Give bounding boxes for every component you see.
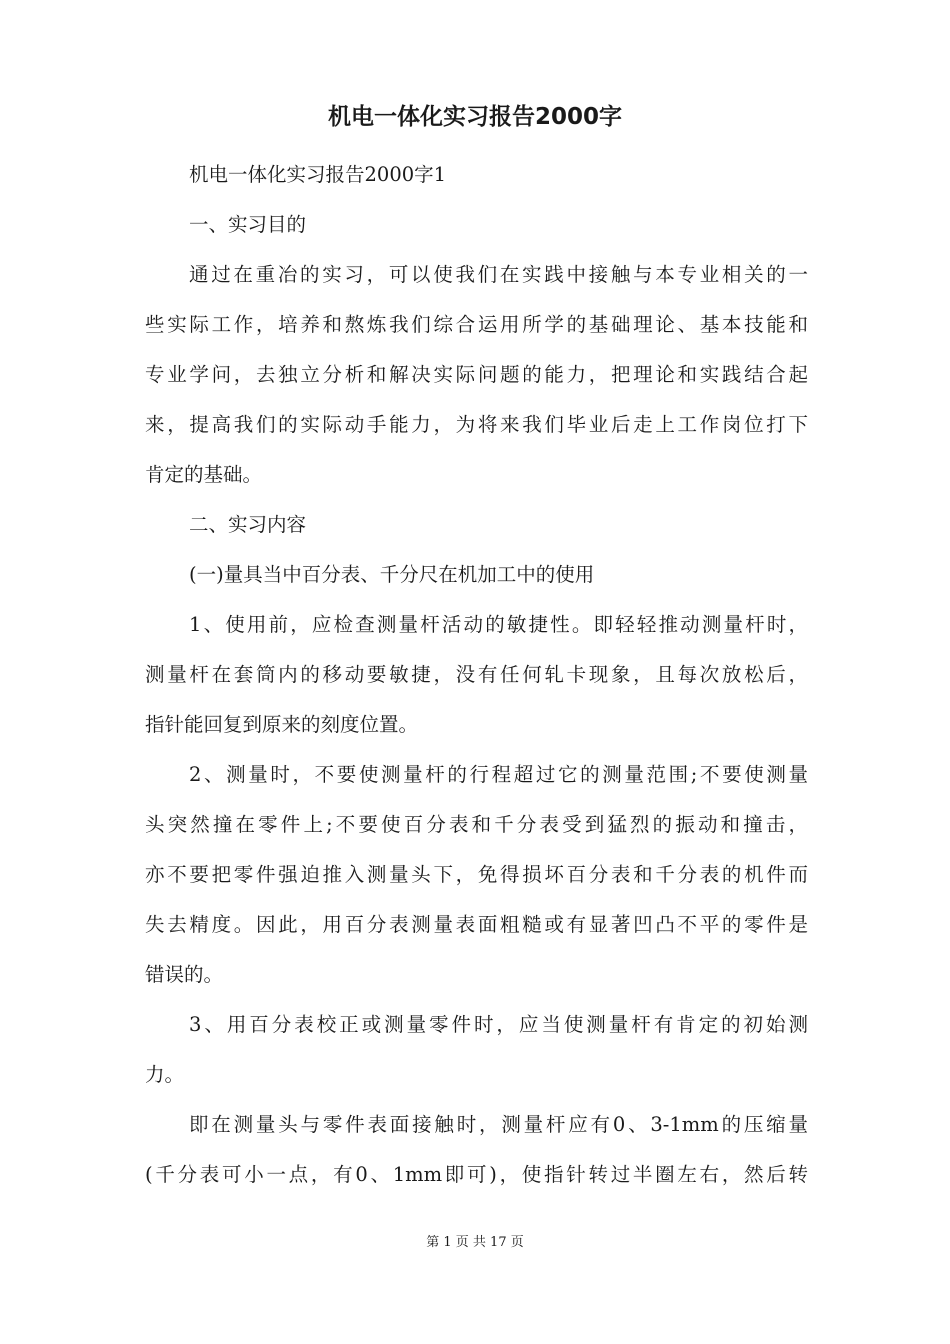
paragraph-line: 些实际工作，培养和熬炼我们综合运用所学的基础理论、基本技能和 (145, 313, 808, 336)
document-body (145, 150, 808, 1200)
subtitle-line: 机电一体化实习报告2000字1 (189, 163, 447, 186)
section-heading-purpose: 一、实习目的 (189, 213, 307, 236)
paragraph-line: 肯定的基础。 (145, 463, 263, 486)
paragraph-line: 来，提高我们的实际动手能力，为将来我们毕业后走上工作岗位打下 (145, 413, 808, 436)
paragraph-line: 通过在重冶的实习，可以使我们在实践中接触与本专业相关的一 (189, 263, 808, 286)
section-heading-content: 二、实习内容 (189, 513, 307, 536)
paragraph-line: 亦不要把零件强迫推入测量头下，免得损坏百分表和千分表的机件而 (145, 863, 808, 886)
paragraph-line: 3、用百分表校正或测量零件时，应当使测量杆有肯定的初始测 (189, 1013, 808, 1036)
paragraph-line: 1、使用前，应检查测量杆活动的敏捷性。即轻轻推动测量杆时， (189, 613, 808, 636)
paragraph-line: 测量杆在套筒内的移动要敏捷，没有任何轧卡现象，且每次放松后， (145, 663, 808, 686)
paragraph-line: 专业学问，去独立分析和解决实际问题的能力，把理论和实践结合起 (145, 363, 808, 386)
paragraph-line: 力。 (145, 1063, 185, 1086)
page-number-footer: 第 1 页 共 17 页 (426, 1235, 524, 1250)
document-title: 机电一体化实习报告2000字 (327, 104, 622, 130)
paragraph-line: (千分表可小一点，有0、1mm即可)，使指针转过半圈左右，然后转 (145, 1163, 808, 1186)
paragraph-line: 指针能回复到原来的刻度位置。 (145, 713, 419, 736)
paragraph-line: 错误的。 (145, 963, 224, 986)
subsection-heading: (一)量具当中百分表、千分尺在机加工中的使用 (189, 563, 595, 586)
paragraph-line: 2、测量时，不要使测量杆的行程超过它的测量范围;不要使测量 (189, 763, 808, 786)
paragraph-line: 即在测量头与零件表面接触时，测量杆应有0、3-1mm的压缩量 (189, 1113, 808, 1136)
paragraph-line: 失去精度。因此，用百分表测量表面粗糙或有显著凹凸不平的零件是 (145, 913, 808, 936)
paragraph-line: 头突然撞在零件上;不要使百分表和千分表受到猛烈的振动和撞击， (145, 813, 808, 836)
